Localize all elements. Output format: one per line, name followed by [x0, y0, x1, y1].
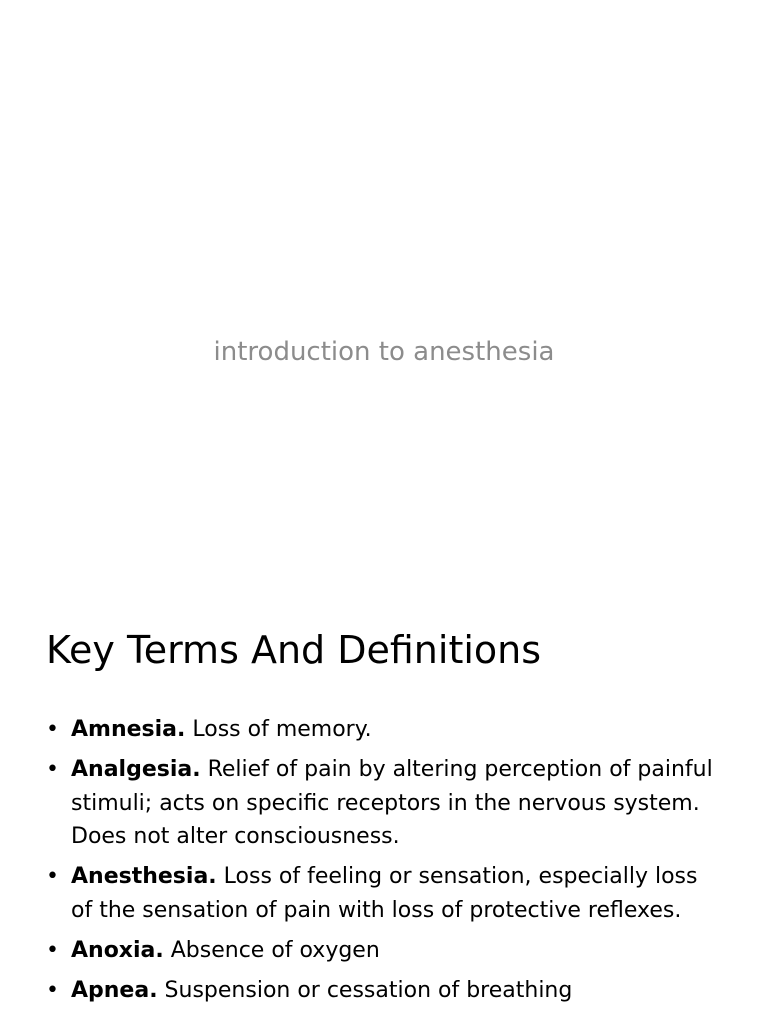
bullet-icon: • — [46, 717, 59, 742]
list-item — [46, 713, 716, 747]
term-definition: Loss of memory. — [185, 717, 372, 742]
term-definition: Absence of oxygen — [163, 937, 380, 963]
presentation-subtitle: introduction to anesthesia — [213, 337, 555, 367]
slide-heading: Key Terms And Definitions — [46, 628, 542, 672]
term-word: Anesthesia. — [71, 864, 217, 889]
bullet-icon: • — [46, 937, 59, 963]
term-definition: Suspension or cessation of breathing — [157, 977, 573, 1003]
bullet-icon: • — [46, 864, 59, 889]
term-definition: Loss of feeling or sensation, especially loss of the sensation of pain with loss of protective reflexes. — [71, 864, 698, 923]
key-terms-slide — [0, 576, 768, 1024]
list-item — [46, 753, 716, 854]
bullet-icon: • — [46, 977, 59, 1003]
list-item — [46, 860, 716, 927]
term-word: Analgesia. — [71, 757, 201, 782]
term-definition: Relief of pain by altering perception of painful stimuli; acts on specific receptors in the nervous system. Does not alter consciousness. — [71, 757, 713, 849]
bullet-icon: • — [46, 757, 59, 782]
list-item — [46, 974, 716, 1008]
list-item — [46, 934, 716, 968]
term-word: Amnesia. — [71, 717, 186, 742]
term-word: Apnea. — [71, 977, 158, 1003]
term-word: Anoxia. — [71, 937, 164, 963]
term-definition-list — [46, 713, 716, 1007]
